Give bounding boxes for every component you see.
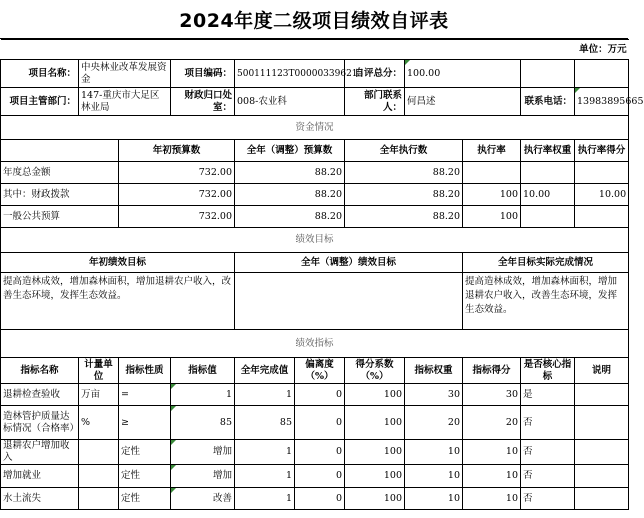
funds-row: [1, 206, 629, 228]
funds-row-rate: 100: [463, 206, 521, 228]
empty-cell: [521, 60, 575, 88]
ind-core: 是: [521, 384, 575, 406]
ind-weight: 10: [405, 465, 463, 488]
ind-done: 85: [235, 406, 295, 440]
funds-row-score: 10.00: [575, 184, 629, 206]
ind-note: [575, 440, 629, 465]
project-name-label: 项目名称：: [1, 60, 79, 88]
funds-header-row: [1, 140, 629, 162]
ind-core: 否: [521, 465, 575, 488]
ind-coefficient: 100: [345, 440, 405, 465]
ind-score: 10: [463, 465, 521, 488]
funds-row-score: [575, 206, 629, 228]
funds-row-weight: 10.00: [521, 184, 575, 206]
ind-weight: 10: [405, 488, 463, 510]
funds-row-executed: 88.20: [345, 162, 463, 184]
office-label: 财政归口处室：: [171, 88, 235, 116]
indicators-section-row: [1, 330, 629, 358]
funds-row-executed: 88.20: [345, 206, 463, 228]
page-title: 2024年度二级项目绩效自评表: [179, 9, 449, 32]
goals-adjusted-text: [235, 273, 463, 330]
info-row-1: [1, 60, 629, 88]
funds-row-score: [575, 162, 629, 184]
funds-row-rate: [463, 162, 521, 184]
indicators-header-row: [1, 358, 629, 384]
funds-header-adjusted: 全年（调整）预算数: [235, 140, 345, 162]
ind-core: 否: [521, 406, 575, 440]
ind-deviation: 0: [295, 488, 345, 510]
ind-name: 退耕农户增加收入: [1, 440, 79, 465]
ind-score: 20: [463, 406, 521, 440]
ind-unit: [79, 465, 119, 488]
funds-row-adjusted: 88.20: [235, 206, 345, 228]
indicators-section-title: 绩效指标: [1, 330, 629, 358]
ind-done: 1: [235, 465, 295, 488]
goals-header-row: [1, 253, 629, 273]
unit-label: 单位：万元: [1, 40, 629, 60]
project-code-value: 500111123T000003396215: [235, 60, 345, 88]
ind-weight: 20: [405, 406, 463, 440]
ind-header-unit: 计量单位: [79, 358, 119, 384]
indicator-row: [1, 406, 629, 440]
ind-header-core: 是否核心指标: [521, 358, 575, 384]
project-code-label: 项目编码：: [171, 60, 235, 88]
goals-initial-text: 提高造林成效，增加森林面积，增加退耕农户收入，改善生态环境，发挥生态效益。: [1, 273, 235, 330]
dept-value: 147-重庆市大足区林业局: [79, 88, 171, 116]
ind-coefficient: 100: [345, 406, 405, 440]
ind-value: 85: [171, 406, 235, 440]
dept-label: 项目主管部门：: [1, 88, 79, 116]
indicator-row: [1, 488, 629, 510]
ind-header-name: 指标名称: [1, 358, 79, 384]
ind-header-note: 说明: [575, 358, 629, 384]
office-value: 008-农业科: [235, 88, 345, 116]
ind-deviation: 0: [295, 440, 345, 465]
funds-row-adjusted: 88.20: [235, 184, 345, 206]
funds-row-weight: [521, 206, 575, 228]
contact-label: 部门联系人：: [345, 88, 405, 116]
goals-header-initial: 年初绩效目标: [1, 253, 235, 273]
funds-section-row: [1, 116, 629, 140]
ind-name: 水土流失: [1, 488, 79, 510]
ind-core: 否: [521, 488, 575, 510]
ind-note: [575, 406, 629, 440]
goals-header-actual: 全年目标实际完成情况: [463, 253, 629, 273]
info-row-2: [1, 88, 629, 116]
indicator-row: [1, 465, 629, 488]
goals-header-adjusted: 全年（调整）绩效目标: [235, 253, 463, 273]
ind-unit: [79, 440, 119, 465]
ind-unit: %: [79, 406, 119, 440]
ind-header-value: 指标值: [171, 358, 235, 384]
ind-deviation: 0: [295, 406, 345, 440]
empty-cell: [1, 140, 119, 162]
ind-name: 增加就业: [1, 465, 79, 488]
funds-row-initial: 732.00: [119, 206, 235, 228]
goals-section-row: [1, 228, 629, 253]
ind-value: 1: [171, 384, 235, 406]
ind-done: 1: [235, 440, 295, 465]
ind-nature: ≥: [119, 406, 171, 440]
ind-unit: 万亩: [79, 384, 119, 406]
ind-weight: 10: [405, 440, 463, 465]
ind-deviation: 0: [295, 384, 345, 406]
ind-value: 增加: [171, 440, 235, 465]
funds-header-initial: 年初预算数: [119, 140, 235, 162]
indicator-row: [1, 440, 629, 465]
ind-note: [575, 384, 629, 406]
ind-value: 增加: [171, 465, 235, 488]
funds-row-adjusted: 88.20: [235, 162, 345, 184]
funds-section-title: 资金情况: [1, 116, 629, 140]
unit-row: [1, 40, 629, 60]
ind-name: 造林管护质量达标情况（合格率）: [1, 406, 79, 440]
score-label: 自评总分：: [345, 60, 405, 88]
phone-value: 13983895665: [575, 88, 629, 116]
ind-nature: =: [119, 384, 171, 406]
ind-nature: 定性: [119, 440, 171, 465]
title-row: [0, 0, 628, 39]
ind-header-weight: 指标权重: [405, 358, 463, 384]
evaluation-table: [0, 39, 644, 510]
ind-score: 10: [463, 440, 521, 465]
score-value: 100.00: [405, 60, 521, 88]
goals-content-row: [1, 273, 629, 330]
ind-name: 退耕检查验收: [1, 384, 79, 406]
ind-value: 改善: [171, 488, 235, 510]
ind-header-coefficient: 得分系数（%）: [345, 358, 405, 384]
phone-label: 联系电话：: [521, 88, 575, 116]
ind-header-deviation: 偏离度（%）: [295, 358, 345, 384]
ind-coefficient: 100: [345, 488, 405, 510]
goals-actual-text: 提高造林成效，增加森林面积，增加退耕农户收入，改善生态环境，发挥生态效益。: [463, 273, 629, 330]
funds-row-name: 年度总金额: [1, 162, 119, 184]
ind-header-score: 指标得分: [463, 358, 521, 384]
ind-note: [575, 488, 629, 510]
ind-done: 1: [235, 384, 295, 406]
funds-row-name: 一般公共预算: [1, 206, 119, 228]
funds-row-rate: 100: [463, 184, 521, 206]
funds-row-initial: 732.00: [119, 162, 235, 184]
funds-row-initial: 732.00: [119, 184, 235, 206]
funds-header-rate: 执行率: [463, 140, 521, 162]
ind-core: 否: [521, 440, 575, 465]
ind-nature: 定性: [119, 465, 171, 488]
funds-row-weight: [521, 162, 575, 184]
funds-row-name: 其中：财政拨款: [1, 184, 119, 206]
ind-unit: [79, 488, 119, 510]
indicator-row: [1, 384, 629, 406]
goals-section-title: 绩效目标: [1, 228, 629, 253]
funds-row: [1, 184, 629, 206]
funds-header-executed: 全年执行数: [345, 140, 463, 162]
ind-header-done: 全年完成值: [235, 358, 295, 384]
ind-score: 30: [463, 384, 521, 406]
project-name-value: 中央林业改革发展资金: [79, 60, 171, 88]
ind-deviation: 0: [295, 465, 345, 488]
funds-header-weight: 执行率权重: [521, 140, 575, 162]
funds-row: [1, 162, 629, 184]
ind-coefficient: 100: [345, 384, 405, 406]
funds-row-executed: 88.20: [345, 184, 463, 206]
ind-done: 1: [235, 488, 295, 510]
ind-coefficient: 100: [345, 465, 405, 488]
ind-score: 10: [463, 488, 521, 510]
ind-note: [575, 465, 629, 488]
contact-value: 何昌述: [405, 88, 521, 116]
ind-nature: 定性: [119, 488, 171, 510]
empty-cell: [575, 60, 629, 88]
ind-header-nature: 指标性质: [119, 358, 171, 384]
ind-weight: 30: [405, 384, 463, 406]
funds-header-score: 执行率得分: [575, 140, 629, 162]
